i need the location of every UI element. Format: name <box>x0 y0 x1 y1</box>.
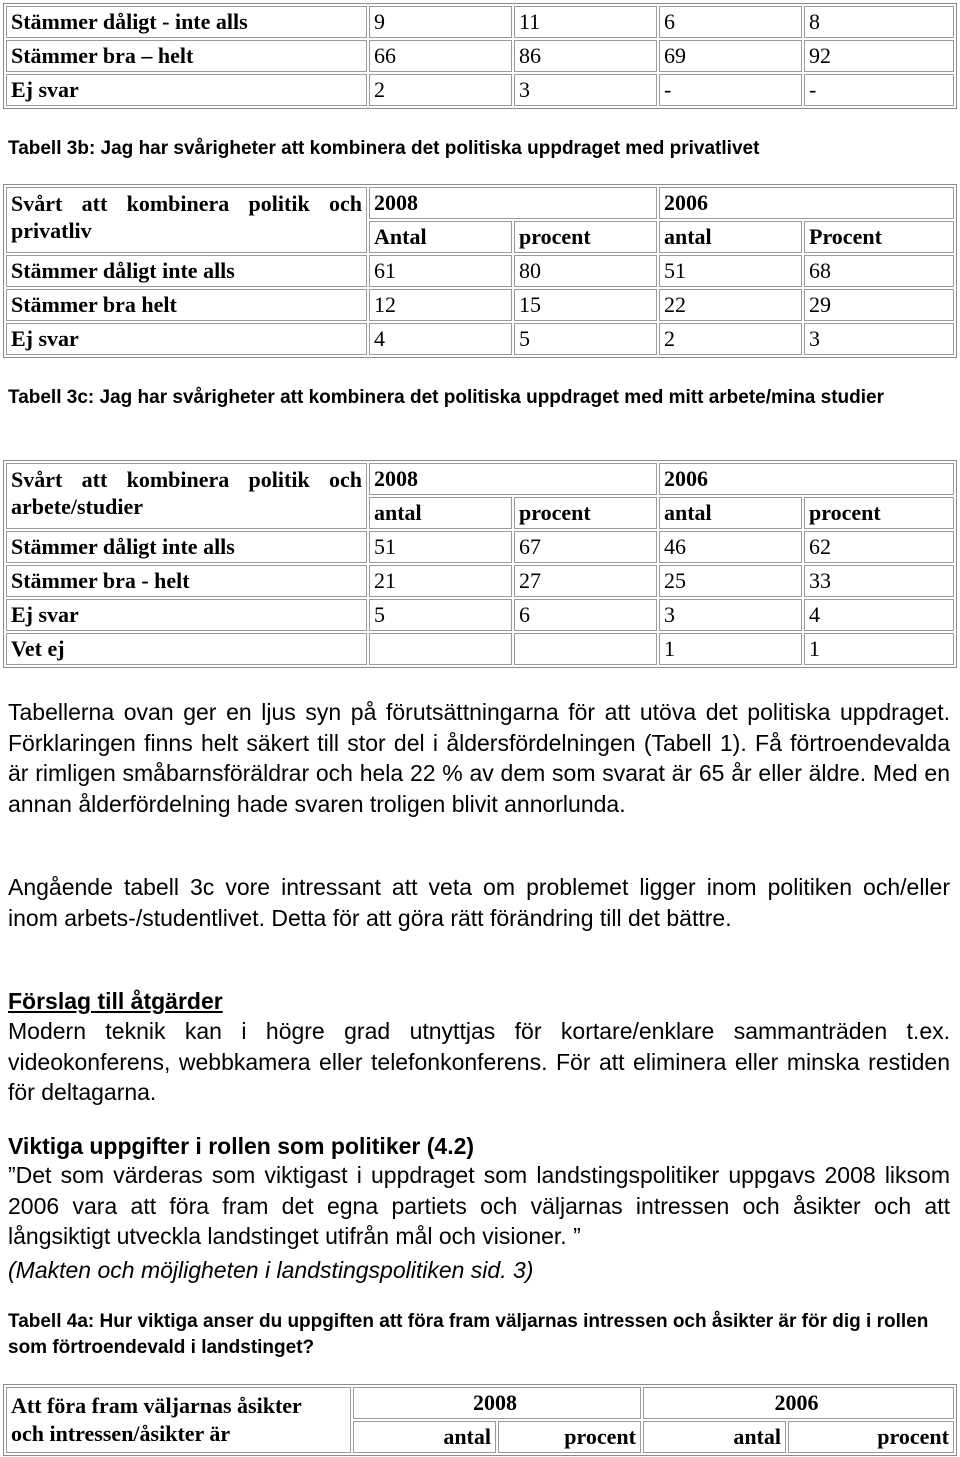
table-row <box>6 40 954 72</box>
column-header: procent <box>804 497 954 529</box>
table-cell <box>369 633 512 665</box>
heading-viktiga-uppgifter: Viktiga uppgifter i rollen som politiker (4.2) <box>8 1133 475 1159</box>
row-label: Stämmer bra helt <box>6 289 367 321</box>
table-cell: 67 <box>514 531 657 563</box>
table-row <box>6 289 954 321</box>
table-cell: 11 <box>514 6 657 38</box>
column-header: antal <box>659 497 802 529</box>
table-cell: 1 <box>659 633 802 665</box>
table-cell: 29 <box>804 289 954 321</box>
table-row <box>6 633 954 665</box>
table-cell: 22 <box>659 289 802 321</box>
table-cell: 61 <box>369 255 512 287</box>
table-cell: 6 <box>514 599 657 631</box>
table-cell: 4 <box>804 599 954 631</box>
row-label: Ej svar <box>6 74 367 106</box>
table-cell: 51 <box>659 255 802 287</box>
header-year-2006: 2006 <box>643 1387 954 1419</box>
table-cell: 6 <box>659 6 802 38</box>
table-cell: 92 <box>804 40 954 72</box>
table-cell: 68 <box>804 255 954 287</box>
header-label-line1: Svårt att kombinera politik och <box>11 191 362 216</box>
table-4a-caption: Tabell 4a: Hur viktiga anser du uppgiften att föra fram väljarnas intressen och åsikter är för dig i rollen som förtroendevald i landstinget? <box>8 1311 929 1358</box>
table-3a <box>3 3 957 109</box>
row-label: Vet ej <box>6 633 367 665</box>
table-row <box>6 6 954 38</box>
table-header-row <box>6 463 954 495</box>
header-label-line2: privatliv <box>11 218 92 243</box>
column-header: antal <box>369 497 512 529</box>
table-cell: 2 <box>369 74 512 106</box>
header-label <box>6 187 367 253</box>
header-year-2008: 2008 <box>369 187 657 219</box>
row-label: Stämmer dåligt inte alls <box>6 531 367 563</box>
table-4a <box>3 1384 957 1456</box>
table-cell: 86 <box>514 40 657 72</box>
column-header: procent <box>788 1421 954 1453</box>
table-cell: 5 <box>369 599 512 631</box>
table-cell: - <box>659 74 802 106</box>
table-cell: 12 <box>369 289 512 321</box>
table-cell: 3 <box>804 323 954 355</box>
table-cell: 3 <box>514 74 657 106</box>
table-cell: 3 <box>659 599 802 631</box>
paragraph-forslag: Modern teknik kan i högre grad utnyttjas för kortare/enklare sammanträden t.ex. videokonferens, webbkamera eller telefonkonferens. För att eliminera eller minska restiden för deltagarna. <box>8 1018 950 1105</box>
column-header: procent <box>514 497 657 529</box>
table-3b <box>3 184 957 358</box>
table-row <box>6 599 954 631</box>
header-year-2006: 2006 <box>659 463 954 495</box>
table-row <box>6 531 954 563</box>
table-cell: - <box>804 74 954 106</box>
header-year-2008: 2008 <box>353 1387 641 1419</box>
header-label-line2: och intressen/åsikter är <box>11 1421 231 1446</box>
table-cell: 66 <box>369 40 512 72</box>
row-label: Ej svar <box>6 599 367 631</box>
table-header-row <box>6 187 954 219</box>
column-header: antal <box>643 1421 786 1453</box>
table-cell: 21 <box>369 565 512 597</box>
column-header: procent <box>498 1421 641 1453</box>
table-row <box>6 323 954 355</box>
table-cell: 46 <box>659 531 802 563</box>
column-header: Procent <box>804 221 954 253</box>
row-label: Stämmer bra – helt <box>6 40 367 72</box>
table-cell: 1 <box>804 633 954 665</box>
table-cell: 15 <box>514 289 657 321</box>
table-3b-caption: Tabell 3b: Jag har svårigheter att kombinera det politiska uppdraget med privatlivet <box>8 138 760 159</box>
table-cell: 33 <box>804 565 954 597</box>
table-cell: 25 <box>659 565 802 597</box>
table-3c-caption: Tabell 3c: Jag har svårigheter att kombinera det politiska uppdraget med mitt arbete/mina studier <box>8 387 884 408</box>
quote-viktiga-uppgifter: ”Det som värderas som viktigast i uppdraget som landstingspolitiker uppgavs 2008 liksom 2006 vara att föra fram det egna partiets och väljarnas intressen och åsikter och att långsiktigt utveckla landstinget utifrån mål och visioner. ” <box>8 1162 950 1249</box>
row-label: Ej svar <box>6 323 367 355</box>
header-label-line2: arbete/studier <box>11 494 143 519</box>
table-cell: 69 <box>659 40 802 72</box>
column-header: Antal <box>369 221 512 253</box>
paragraph-tables-summary: Tabellerna ovan ger en ljus syn på förutsättningarna för att utöva det politiska uppdraget. Förklaringen finns helt säkert till stor del i åldersfördelningen (Tabell 1). Få förtroendevalda är rimligen småbarnsföräldrar och hela 22 % av dem som svarat är 65 år eller äldre. Med en annan ålderfördelning hade svaren troligen blivit annorlunda. <box>8 699 950 817</box>
table-cell: 8 <box>804 6 954 38</box>
table-cell: 2 <box>659 323 802 355</box>
table-cell <box>514 633 657 665</box>
paragraph-table-3c-comment: Angående tabell 3c vore intressant att veta om problemet ligger inom politiken och/eller inom arbets-/studentlivet. Detta för att göra rätt förändring till det bättre. <box>8 874 950 931</box>
heading-forslag: Förslag till åtgärder <box>8 988 223 1014</box>
table-row <box>6 255 954 287</box>
column-header: antal <box>353 1421 496 1453</box>
row-label: Stämmer bra - helt <box>6 565 367 597</box>
header-year-2006: 2006 <box>659 187 954 219</box>
table-cell: 62 <box>804 531 954 563</box>
table-cell: 9 <box>369 6 512 38</box>
header-label <box>6 1387 351 1453</box>
quote-source: (Makten och möjligheten i landstingspolitiken sid. 3) <box>8 1257 534 1283</box>
column-header: procent <box>514 221 657 253</box>
table-cell: 5 <box>514 323 657 355</box>
header-year-2008: 2008 <box>369 463 657 495</box>
header-label-line1: Att föra fram väljarnas åsikter <box>11 1393 302 1418</box>
table-cell: 51 <box>369 531 512 563</box>
row-label: Stämmer dåligt - inte alls <box>6 6 367 38</box>
table-row <box>6 74 954 106</box>
row-label: Stämmer dåligt inte alls <box>6 255 367 287</box>
table-cell: 80 <box>514 255 657 287</box>
header-label <box>6 463 367 529</box>
header-label-line1: Svårt att kombinera politik och <box>11 467 362 492</box>
table-3c <box>3 460 957 668</box>
column-header: antal <box>659 221 802 253</box>
table-header-row <box>6 1387 954 1419</box>
table-cell: 27 <box>514 565 657 597</box>
table-row <box>6 565 954 597</box>
table-cell: 4 <box>369 323 512 355</box>
